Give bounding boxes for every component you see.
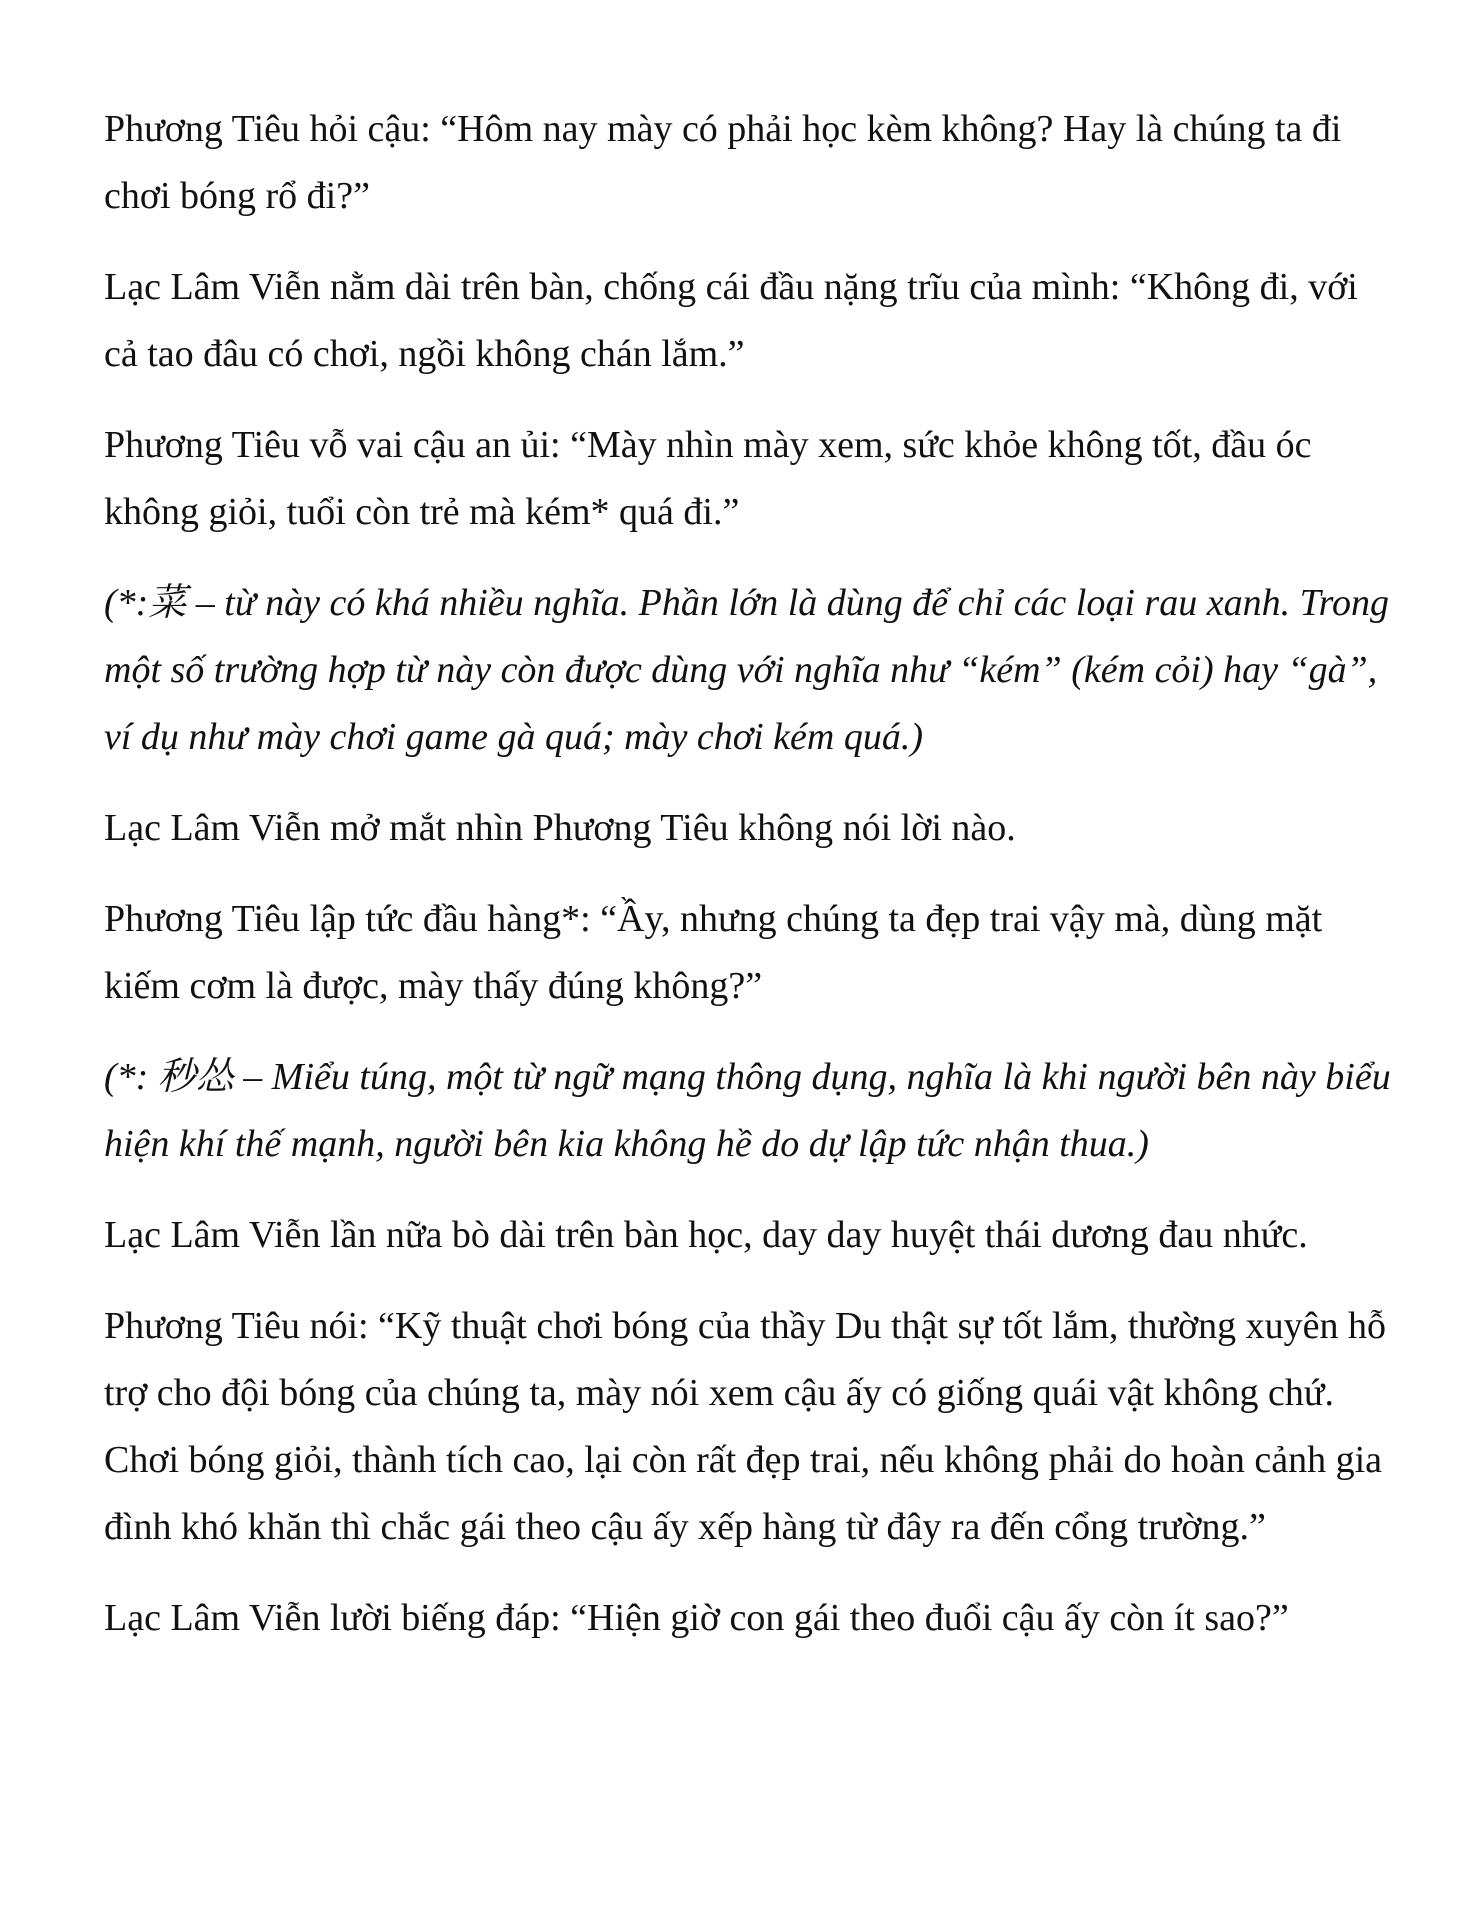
- paragraph: Lạc Lâm Viễn lần nữa bò dài trên bàn học, day day huyệt thái dương đau nhức.: [104, 1214, 1308, 1256]
- paragraph: Lạc Lâm Viễn nằm dài trên bàn, chống cái đầu nặng trĩu của mình: “Không đi, với cả tao đâu có chơi, ngồi không chán lắm.”: [104, 266, 1358, 375]
- footnote-paragraph: (*:菜 – từ này có khá nhiều nghĩa. Phần lớn là dùng để chỉ các loại rau xanh. Trong một số trường hợp từ này còn được dùng với nghĩa như “kém” (kém cỏi) hay “gà”, ví dụ như mày chơi game gà quá; mày chơi kém quá.): [104, 582, 1389, 758]
- footnote-paragraph: (*: 秒怂 – Miểu túng, một từ ngữ mạng thông dụng, nghĩa là khi người bên này biểu hiện khí thế mạnh, người bên kia không hề do dự lập tức nhận thua.): [104, 1056, 1391, 1165]
- paragraph: Lạc Lâm Viễn mở mắt nhìn Phương Tiêu không nói lời nào.: [104, 807, 1016, 849]
- document-page: [104, 96, 1394, 1676]
- paragraph: Phương Tiêu hỏi cậu: “Hôm nay mày có phải học kèm không? Hay là chúng ta đi chơi bóng rổ đi?”: [104, 108, 1342, 217]
- paragraph: Phương Tiêu nói: “Kỹ thuật chơi bóng của thầy Du thật sự tốt lắm, thường xuyên hỗ trợ cho đội bóng của chúng ta, mày nói xem cậu ấy có giống quái vật không chứ. Chơi bóng giỏi, thành tích cao, lại còn rất đẹp trai, nếu không phải do hoàn cảnh gia đình khó khăn thì chắc gái theo cậu ấy xếp hàng từ đây ra đến cổng trường.”: [104, 1305, 1387, 1548]
- paragraph: Lạc Lâm Viễn lười biếng đáp: “Hiện giờ con gái theo đuổi cậu ấy còn ít sao?”: [104, 1597, 1289, 1639]
- paragraph: Phương Tiêu vỗ vai cậu an ủi: “Mày nhìn mày xem, sức khỏe không tốt, đầu óc không giỏi, tuổi còn trẻ mà kém* quá đi.”: [104, 424, 1312, 533]
- paragraph: Phương Tiêu lập tức đầu hàng*: “Ầy, nhưng chúng ta đẹp trai vậy mà, dùng mặt kiếm cơm là được, mày thấy đúng không?”: [104, 898, 1323, 1007]
